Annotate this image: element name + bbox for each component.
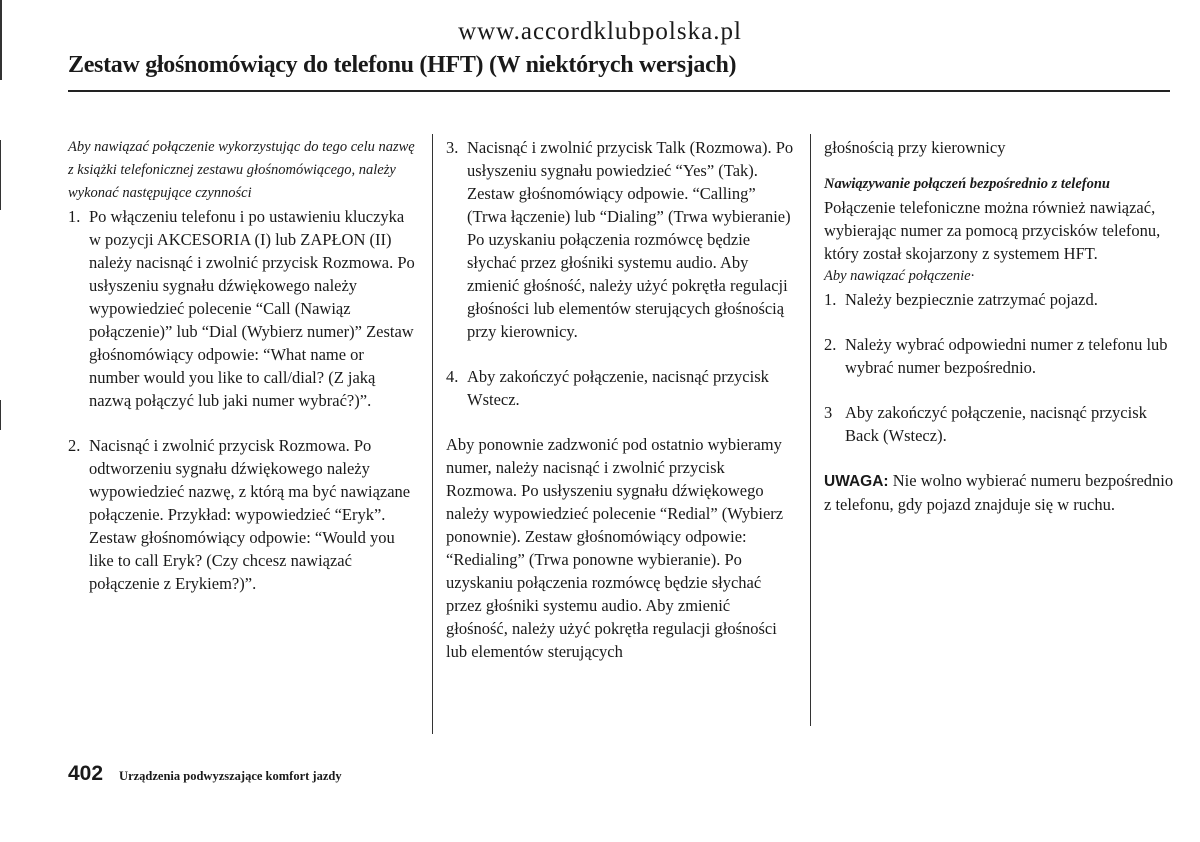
item-number: 2. xyxy=(824,335,837,354)
list-item xyxy=(68,434,418,595)
sub-intro: Aby nawiązać połączenie· xyxy=(824,268,975,284)
list-item xyxy=(824,401,1174,447)
list-item xyxy=(446,365,796,411)
column-3 xyxy=(824,136,1174,516)
page-footer xyxy=(68,762,342,786)
redial-paragraph: Aby ponownie zadzwonić pod ostatnio wybieramy numer, należy nacisnąć i zwolnić przycisk Rozmowa. Po usłyszeniu sygnału dźwiękowego należy wypowiedzieć polecenie “Redial” (Wybierz ponownie). Zestaw głośnomówiący odpowie: “Redialing” (Trwa ponowne wybieranie). Po uzyskaniu połączenia rozmówcę będzie słychać przez głośniki systemu audio. Aby zmienić głośność, należy użyć pokrętła regulacji głośności lub elementów sterujących xyxy=(446,435,784,661)
column-1 xyxy=(68,136,418,595)
continuation-text: głośnością przy kierownicy xyxy=(824,138,1006,157)
item-number: 3. xyxy=(446,138,459,157)
direct-dial-paragraph: Połączenie telefoniczne można również nawiązać, wybierając numer za pomocą przycisków telefonu, który został skojarzony z systemem HFT. xyxy=(824,198,1161,263)
title-divider xyxy=(68,90,1170,92)
binding-edge-mark xyxy=(0,140,1,210)
intro-text: Aby nawiązać połączenie wykorzystując do tego celu nazwę z książki telefonicznej zestawu głośnomówiącego, należy wykonać następujące czynności xyxy=(68,139,415,201)
item-number: 4. xyxy=(446,367,459,386)
site-url: www.accordklubpolska.pl xyxy=(458,18,742,45)
column-2 xyxy=(446,136,796,663)
list-item xyxy=(824,333,1174,379)
column-divider xyxy=(810,134,811,726)
section-name: Urządzenia podwyzszające komfort jazdy xyxy=(119,769,342,783)
section-heading: Nawiązywanie połączeń bezpośrednio z telefonu xyxy=(824,176,1110,192)
list-item xyxy=(824,288,1174,311)
item-number: 1. xyxy=(68,207,81,226)
warning-label: UWAGA: xyxy=(824,473,889,490)
item-text: Należy wybrać odpowiedni numer z telefonu lub wybrać numer bezpośrednio. xyxy=(845,335,1168,377)
page-title: Zestaw głośnomówiący do telefonu (HFT) (W niektórych wersjach) xyxy=(68,52,737,78)
binding-edge-mark xyxy=(0,400,1,430)
item-text: Nacisnąć i zwolnić przycisk Rozmowa. Po odtworzeniu sygnału dźwiękowego należy wypowiedzieć nazwę, z którą ma być nawiązane połączenie. Przykład: wypowiedzieć “Eryk”. Zestaw głośnomówiący odpowie: “Would you like to call Eryk? (Czy chcesz nawiązać połączenie z Erykiem?)”. xyxy=(89,436,411,593)
list-item xyxy=(68,205,418,412)
item-number: 3 xyxy=(824,403,833,422)
page-number: 402 xyxy=(68,762,104,785)
item-text: Aby zakończyć połączenie, nacisnąć przycisk Wstecz. xyxy=(467,367,769,409)
item-text: Aby zakończyć połączenie, nacisnąć przycisk Back (Wstecz). xyxy=(845,403,1147,445)
item-number: 1. xyxy=(824,290,837,309)
item-text: Należy bezpiecznie zatrzymać pojazd. xyxy=(845,290,1098,309)
warning-note xyxy=(824,469,1174,516)
column-divider xyxy=(432,134,433,734)
item-text: Nacisnąć i zwolnić przycisk Talk (Rozmowa). Po usłyszeniu sygnału powiedzieć “Yes” (Tak). Zestaw głośnomówiący odpowie. “Calling” (Trwa łączenie) lub “Dialing” (Trwa wybieranie) Po uzyskaniu połączenia rozmówcę będzie słychać przez głośniki systemu audio. Aby zmienić głośność, należy użyć pokrętła regulacji głośności lub elementów sterujących głośnością przy kierownicy. xyxy=(467,138,794,341)
item-text: Po włączeniu telefonu i po ustawieniu kluczyka w pozycji AKCESORIA (I) lub ZAPŁON (II) należy nacisnąć i zwolnić przycisk Rozmowa. Po usłyszeniu sygnału dźwiękowego należy wypowiedzieć polecenie “Call (Nawiąz połączenie)” lub “Dial (Wybierz numer)” Zestaw głośnomówiący odpowie: “What name or number would you like to call/dial? (Z jaką nazwą połączyć lub jaki numer wybrać?)”. xyxy=(89,207,415,410)
item-number: 2. xyxy=(68,436,81,455)
list-item xyxy=(446,136,796,343)
warning-text: Nie wolno wybierać numeru bezpośrednio z telefonu, gdy pojazd znajduje się w ruchu. xyxy=(824,471,1174,514)
